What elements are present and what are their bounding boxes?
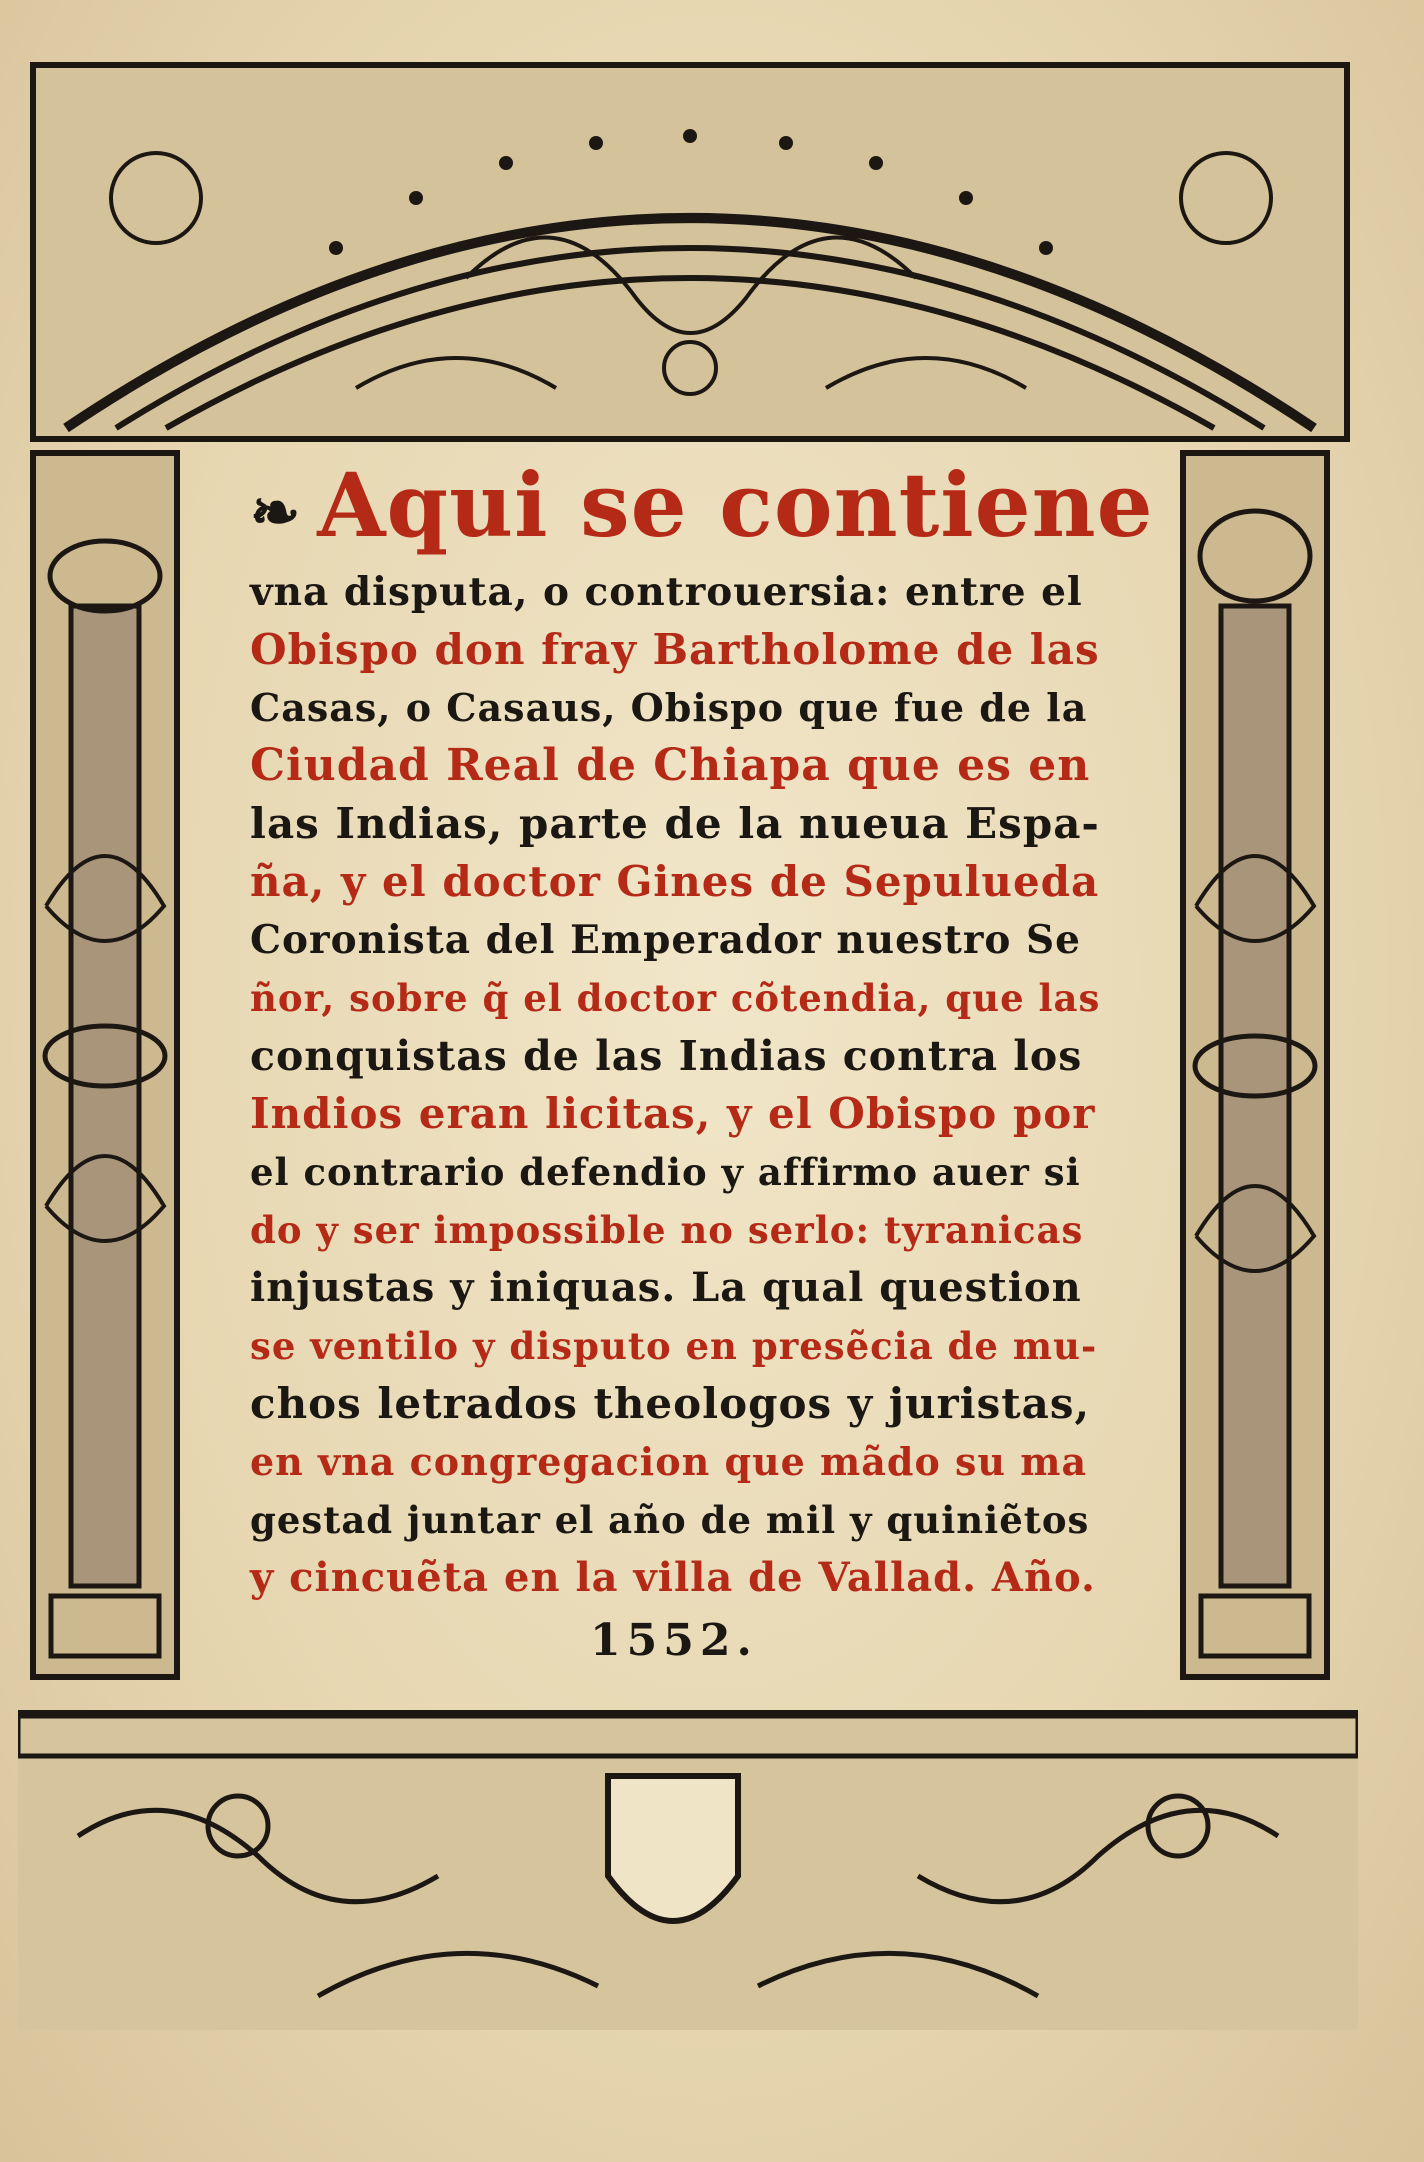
text-line: Ciudad Real de Chiapa que es en — [250, 740, 1091, 791]
text-line: se ventilo y disputo en presẽcia de mu- — [250, 1324, 1098, 1368]
frieze-ornament-icon — [18, 1716, 1358, 2030]
fleuron-icon: ❧ — [250, 478, 302, 548]
text-line: Coronista del Emperador nuestro Se — [250, 917, 1081, 963]
text-line: las Indias, parte de la nueua Espa- — [250, 799, 1100, 848]
publication-year: 1552. — [590, 1615, 758, 1666]
text-line: gestad juntar el año de mil y quiniẽtos — [250, 1498, 1090, 1542]
text-line: y cincuẽta en la villa de Vallad. Año. — [250, 1554, 1096, 1601]
woodcut-left-pillar — [30, 450, 180, 1680]
text-line: chos letrados theologos y juristas, — [250, 1379, 1091, 1428]
text-line: el contrario defendio y affirmo auer si — [250, 1150, 1081, 1194]
text-line: ña, y el doctor Gines de Sepulueda — [250, 857, 1100, 906]
body-lines — [250, 563, 1100, 1607]
column-ornament-icon — [1186, 456, 1324, 1674]
main-title-text: Aqui se contiene — [317, 453, 1154, 557]
text-line: conquistas de las Indias contra los — [250, 1032, 1083, 1080]
text-line: Obispo don fray Bartholome de las — [250, 625, 1100, 674]
text-line: Casas, o Casaus, Obispo que fue de la — [250, 685, 1088, 730]
main-title — [250, 453, 1154, 563]
text-line: vna disputa, o controuersia: entre el — [250, 569, 1083, 615]
woodcut-top-arch — [30, 62, 1350, 442]
text-line: ñor, sobre q̃ el doctor cõtendia, que las — [250, 976, 1101, 1020]
woodcut-right-pillar — [1180, 450, 1330, 1680]
text-line: injustas y iniquas. La qual question — [250, 1264, 1082, 1311]
text-line: Indios eran licitas, y el Obispo por — [250, 1089, 1096, 1138]
text-line: en vna congregacion que mãdo su ma — [250, 1439, 1088, 1484]
title-text-block — [250, 453, 1154, 1607]
text-line: do y ser impossible no serlo: tyranicas — [250, 1208, 1084, 1252]
woodcut-bottom-frieze — [18, 1710, 1358, 2030]
arch-ornament-icon — [36, 68, 1344, 436]
column-ornament-icon — [36, 456, 174, 1674]
